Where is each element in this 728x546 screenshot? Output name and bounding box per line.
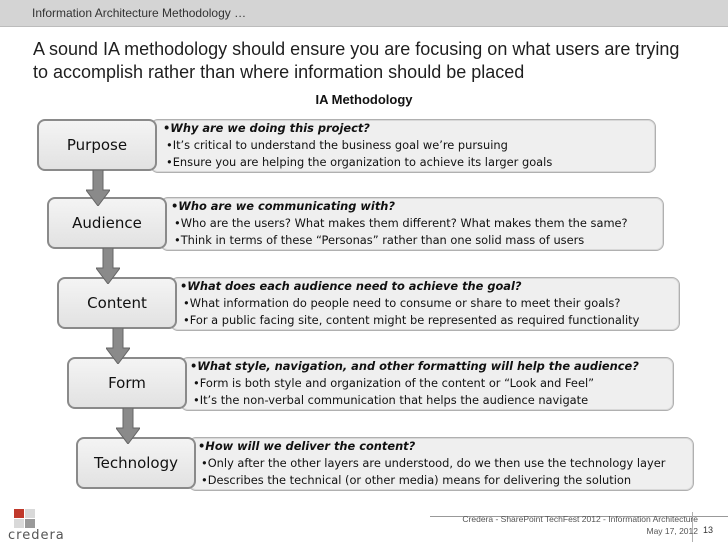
stage-text-audience — [171, 198, 628, 249]
stage-label-audience: Audience — [47, 197, 167, 249]
stage-label-technology: Technology — [76, 437, 196, 489]
footer-info — [462, 513, 698, 537]
stage-text-purpose — [163, 120, 552, 171]
logo-text: credera — [8, 528, 65, 543]
breadcrumb: Information Architecture Methodology … — [32, 6, 247, 20]
stage-bullet: •Think in terms of these “Personas” rather than one solid mass of users — [174, 233, 585, 247]
stage-bullet: •What information do people need to consume or share to meet their goals? — [183, 296, 621, 310]
stage-question: •What style, navigation, and other formatting will help the audience? — [190, 359, 639, 373]
credera-cube-logo-icon — [14, 509, 36, 529]
stage-bullet: •It’s critical to understand the business goal we’re pursuing — [166, 138, 508, 152]
footer-event: Credera - SharePoint TechFest 2012 - Information Architecture — [462, 514, 698, 524]
stage-text-content — [180, 278, 639, 329]
stage-question: •Who are we communicating with? — [171, 199, 395, 213]
stage-bullet: •Form is both style and organization of the content or “Look and Feel” — [193, 376, 595, 390]
stage-question: •What does each audience need to achieve the goal? — [180, 279, 522, 293]
stage-bullet: •Who are the users? What makes them different? What makes them the same? — [174, 216, 628, 230]
stage-bullet: •Ensure you are helping the organization to achieve its larger goals — [166, 155, 553, 169]
stage-bullet: •For a public facing site, content might be represented as required functionality — [183, 313, 640, 327]
stage-label-purpose: Purpose — [37, 119, 157, 171]
stage-label-form: Form — [67, 357, 187, 409]
flow-arrow-icon — [96, 248, 120, 284]
flow-arrow-icon — [106, 328, 130, 364]
stage-question: •How will we deliver the content? — [198, 439, 416, 453]
stage-text-form — [190, 358, 639, 409]
stage-label-content: Content — [57, 277, 177, 329]
page-number: 13 — [703, 525, 714, 535]
flow-arrow-icon — [86, 170, 110, 206]
footer-date: May 17, 2012 — [646, 526, 698, 536]
stage-question: •Why are we doing this project? — [163, 121, 370, 135]
stage-bullet: •Describes the technical (or other media) means for delivering the solution — [201, 473, 632, 487]
stage-text-technology — [198, 438, 665, 489]
diagram-title: IA Methodology — [315, 92, 413, 107]
stage-bullet: •It’s the non-verbal communication that helps the audience navigate — [193, 393, 589, 407]
slide-title: A sound IA methodology should ensure you are focusing on what users are trying to accomplish rather than where information should be placed — [33, 39, 680, 82]
stage-bullet: •Only after the other layers are understood, do we then use the technology layer — [201, 456, 666, 470]
header-bar — [0, 0, 728, 27]
flow-arrow-icon — [116, 408, 140, 444]
